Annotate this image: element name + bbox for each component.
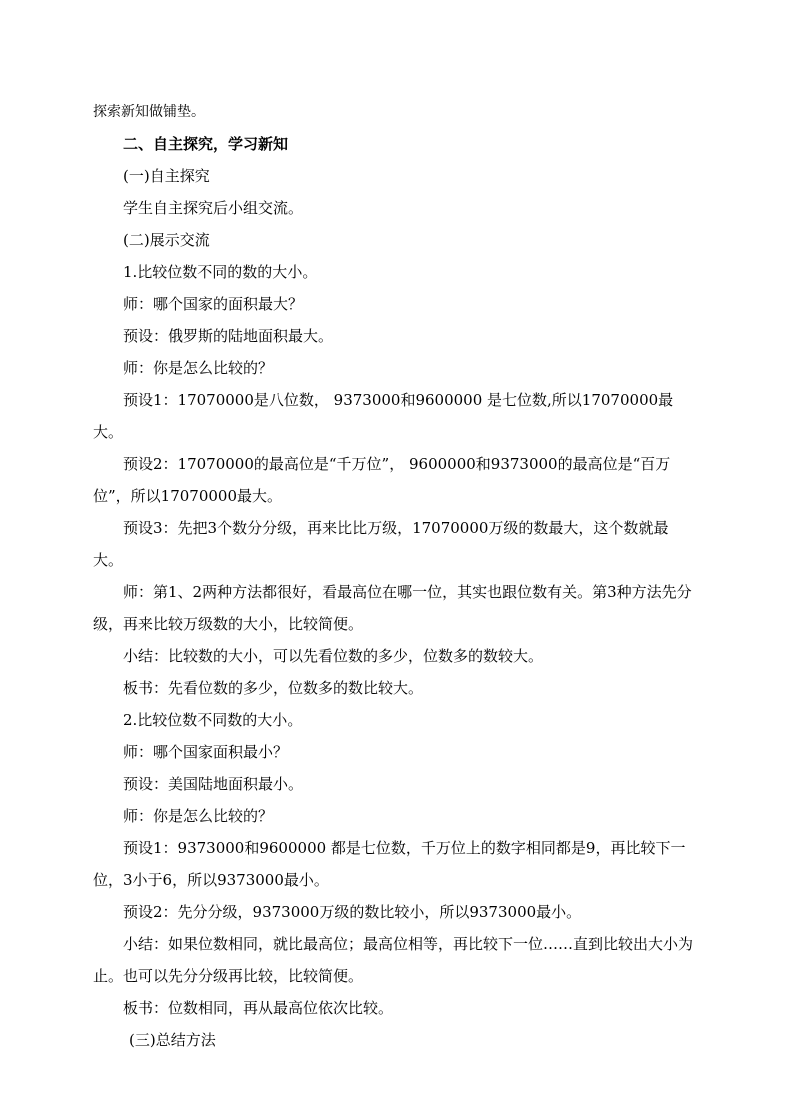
- paragraph: 2.比较位数不同数的大小。: [123, 711, 303, 729]
- paragraph-intro: 探索新知做铺垫。: [93, 104, 205, 120]
- document-body: [93, 96, 697, 1056]
- paragraph: 1.比较位数不同的数的大小。: [123, 263, 318, 281]
- paragraph: 小结：比较数的大小，可以先看位数的多少，位数多的数较大。: [123, 647, 544, 665]
- paragraph: 师：第1、2两种方法都很好，看最高位在哪一位，其实也跟位数有关。第3种方法先分级，再来比较万级数的大小，比较简便。: [93, 583, 692, 633]
- paragraph: 预设1：9373000和9600000 都是七位数，千万位上的数字相同都是9，再比较下一位，3小于6，所以9373000最小。: [93, 839, 686, 889]
- paragraph: 预设2：17070000的最高位是“千万位”， 9600000和9373000的最高位是“百万位”，所以17070000最大。: [93, 455, 671, 505]
- paragraph: 学生自主探究后小组交流。: [123, 199, 304, 217]
- subheading-self-explore: (一)自主探究: [123, 167, 210, 185]
- paragraph: 师：你是怎么比较的？: [123, 359, 274, 377]
- paragraph: 师：你是怎么比较的？: [123, 807, 274, 825]
- paragraph: 师：哪个国家面积最小？: [123, 743, 289, 761]
- paragraph: 预设2：先分分级，9373000万级的数比较小，所以9373000最小。: [123, 903, 582, 921]
- subheading-display-exchange: (二)展示交流: [123, 231, 210, 249]
- paragraph: 预设：美国陆地面积最小。: [123, 775, 304, 793]
- section-heading: 二、自主探究，学习新知: [123, 135, 289, 153]
- paragraph: 板书：先看位数的多少，位数多的数比较大。: [123, 679, 424, 697]
- paragraph: 小结：如果位数相同，就比最高位；最高位相等，再比较下一位……直到比较出大小为止。也可以先分分级再比较，比较简便。: [93, 935, 694, 985]
- paragraph: 板书：位数相同，再从最高位依次比较。: [123, 999, 394, 1017]
- subheading-summary-method: (三)总结方法: [129, 1031, 216, 1049]
- paragraph: 预设3：先把3个数分分级，再来比比万级，17070000万级的数最大，这个数就最大。: [93, 519, 669, 569]
- paragraph: 预设：俄罗斯的陆地面积最大。: [123, 327, 334, 345]
- paragraph: 师：哪个国家的面积最大？: [123, 295, 304, 313]
- paragraph: 预设1：17070000是八位数， 9373000和9600000 是七位数,所以17070000最大。: [93, 391, 674, 441]
